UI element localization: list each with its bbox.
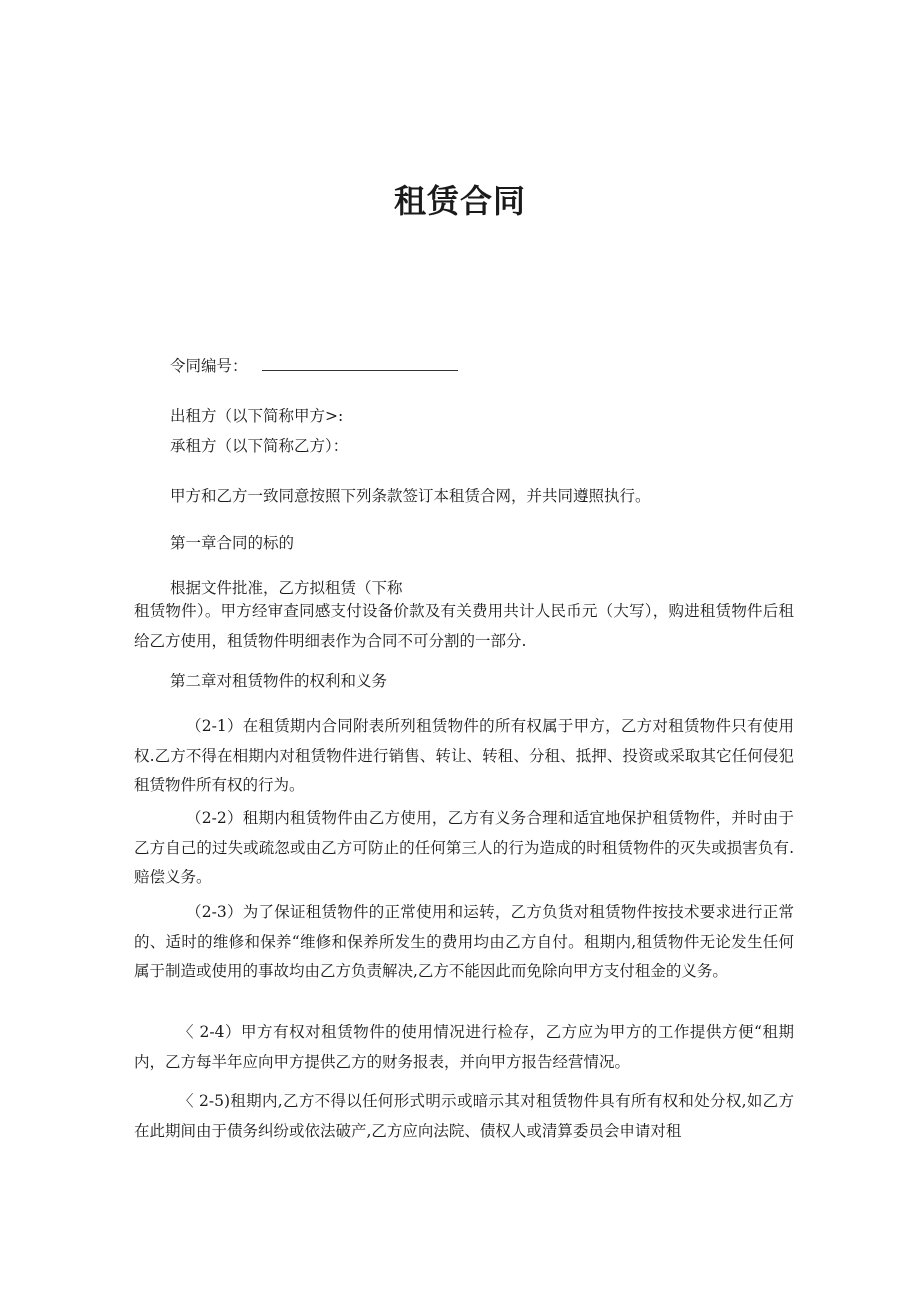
clause-2-5: 〈 2-5)租期内,乙方不得以任何形式明示或暗示其对租赁物件具有所有权和处分权,如乙方在此期间由于债务纠纷或依法破产,乙方应向法院、债权人或清算委员会申请对租: [134, 1092, 794, 1140]
clause-2-1: （2-1）在租赁期内合同附表所列租赁物件的所有权属于甲方，乙方对租赁物件只有使用权.乙方不得在相期内对租赁物件进行销售、转让、转租、分租、抵押、投资或采取其它任何侵犯租赁物件所有权的行为。: [134, 717, 794, 794]
contract-number-row: [170, 356, 458, 376]
lessor-label: 出租方（以下简称甲方>:: [170, 407, 344, 425]
chapter1-heading: 第一章合同的标的: [170, 534, 295, 552]
contract-number-label: 令同编号：: [170, 357, 248, 375]
clause-2-3: （2-3）为了保证租赁物件的正常使用和运转，乙方负货对租赁物件按技术要求进行正常的、适时的维修和保养“维修和保养所发生的费用均由乙方自付。租期内,租赁物件无论发生任何属于制造或使用的事故均由乙方负责解决,乙方不能因此而免除向甲方支付租金的义务。: [134, 903, 794, 980]
lessee-label: 承租方（以下简称乙方）：: [170, 437, 349, 455]
clause-2-4: 〈 2-4）甲方有权对租赁物件的使用情况进行检存，乙方应为甲方的工作提供方便“租期内，乙方每半年应向甲方提供乙方的财务报表，并向甲方报告经营情况。: [134, 1023, 794, 1071]
chapter2-heading: 第二章对租赁物件的权利和义务: [170, 672, 388, 690]
clause-2-2: （2-2）租期内租赁物件由乙方使用，乙方有义务合理和适宜地保护租赁物件，并时由于乙方自己的过失或疏忽或由乙方可防止的任何第三人的行为造成的时租赁物件的灭失或损害负有.赔偿义务。: [134, 809, 794, 886]
document-title: 租赁合同: [393, 182, 526, 220]
chapter1-body: 租赁物件）。甲方经审查同感支付设备价款及有关费用共计人民币元（大写），购进租赁物件后租给乙方使用，租赁物件明细表作为合同不可分割的一部分.: [134, 602, 794, 650]
intro-paragraph: 甲方和乙方一致同意按照下列条款签订本租赁合网，并共同遵照执行。: [170, 487, 651, 505]
chapter1-line1: 根据文件批准，乙方拟租赁（下称: [170, 579, 403, 597]
contract-number-blank[interactable]: [262, 356, 458, 371]
